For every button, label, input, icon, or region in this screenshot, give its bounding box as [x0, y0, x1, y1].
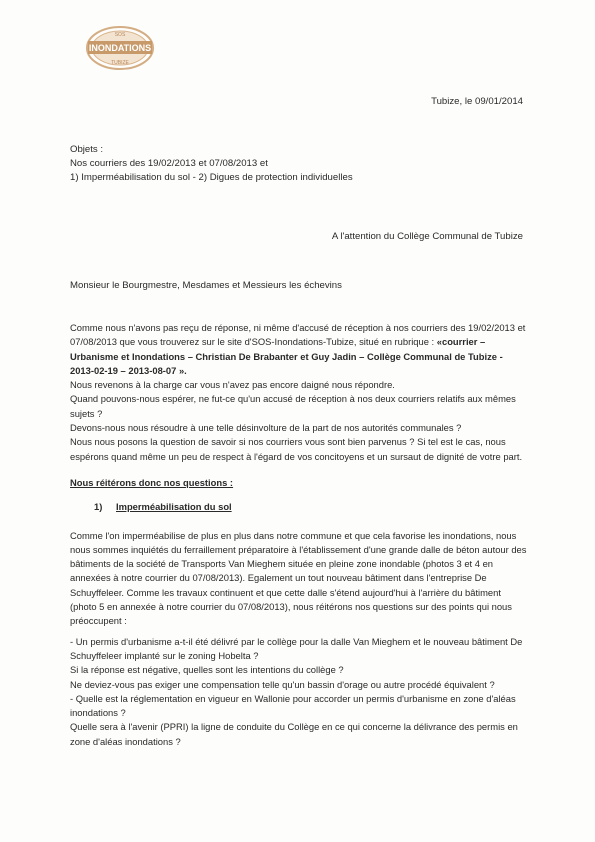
logo-top-text: SOS	[114, 32, 126, 38]
objects-label: Objets :	[70, 144, 104, 155]
paragraph-intro	[70, 321, 528, 378]
question-2: Si la réponse est négative, quelles sont les intentions du collège ?	[70, 664, 344, 676]
question-3: Ne deviez-vous pas exiger une compensation telle qu'un bassin d'orage ou autre procédé équivalent ?	[70, 678, 495, 690]
question-5: Quelle sera à l'avenir (PPRI) la ligne de conduite du Collège en ce qui concerne la délivrance des permis en zone d'aléas inondations ?	[70, 721, 518, 747]
attention-line: A l'attention du Collège Communal de Tubize	[331, 231, 523, 242]
subheading-number: 1)	[94, 501, 103, 513]
paragraph-4: Devons-nous nous résoudre à une telle désinvolture de la part de nos autorités communales ?	[70, 422, 462, 434]
question-4: - Quelle est la réglementation en vigueur en Wallonie pour accorder un permis d'urbanisme en zone d'aléas inondations ?	[70, 692, 516, 719]
question-1: - Un permis d'urbanisme a-t-il été délivré par le collège pour la dalle Van Mieghem et le nouveau bâtiment De Schuyffeleer implanté sur le zoning Hobelta ?	[70, 635, 523, 661]
objects-block	[70, 143, 353, 185]
paragraph-3: Quand pouvons-nous espérer, ne fut-ce qu'un accusé de réception à nos deux courriers relatifs aux mêmes sujets ?	[70, 393, 516, 419]
objects-line-2: 1) Imperméabilisation du sol - 2) Digues de protection individuelles	[70, 172, 353, 183]
paragraph-6: Comme l'on imperméabilise de plus en plus dans notre commune et que cela favorise les inondations, nous nous sommes inquiétés du ferraillement préparatoire à l'établissement d'une grande dalle de béton autour des bâtiments de la société de Transports Van Mieghem située en pleine zone inondable (photos 3 et 4 en annexées à notre courrier du 07/08/2013). Egalement un tout nouveau bâtiment dans l'entreprise De Schuyffeleer. Comme les travaux continuent et que cette dalle s'étend aujourd'hui à l'arrière du bâtiment (photo 5 en annexée à notre courrier du 07/08/2013), nous réitérons nos questions sur des points qui nous préoccupent :	[70, 529, 527, 627]
paragraph-2: Nous revenons à la charge car vous n'avez pas encore daigné nous répondre.	[70, 379, 395, 391]
logo-bottom-text: TUBIZE	[111, 60, 129, 66]
logo-main-text: INONDATIONS	[88, 43, 152, 53]
letter-body	[70, 321, 528, 749]
paragraph-5: Nous nous posons la question de savoir si nos courriers vous sont bien parvenus ? Si tel est le cas, nous espérons quand même un peu de respect à l'égard de vos concitoyens et un sursaut de dignité de votre part.	[70, 436, 523, 462]
section-title: Nous réitérons donc nos questions :	[70, 476, 234, 488]
subheading-label: Imperméabilisation du sol	[116, 501, 232, 513]
subheading	[94, 500, 528, 514]
sos-inondations-logo	[85, 25, 155, 71]
objects-line-1: Nos courriers des 19/02/2013 et 07/08/2013 et	[70, 158, 268, 169]
paragraph-intro-text: Comme nous n'avons pas reçu de réponse, ni même d'accusé de réception à nos courriers des 19/02/2013 et 07/08/2013 que vous trouverez sur le site d'SOS-Inondations-Tubize, situé en rubrique :	[70, 322, 526, 348]
salutation: Monsieur le Bourgmestre, Mesdames et Messieurs les échevins	[70, 280, 342, 291]
letter-date: Tubize, le 09/01/2014	[431, 96, 523, 107]
paragraph-intro-bold: «courrier – Urbanisme et Inondations – Christian De Brabanter et Guy Jadin – Collège Communal de Tubize - 2013-02-19 – 2013-08-07 ».	[70, 336, 503, 376]
